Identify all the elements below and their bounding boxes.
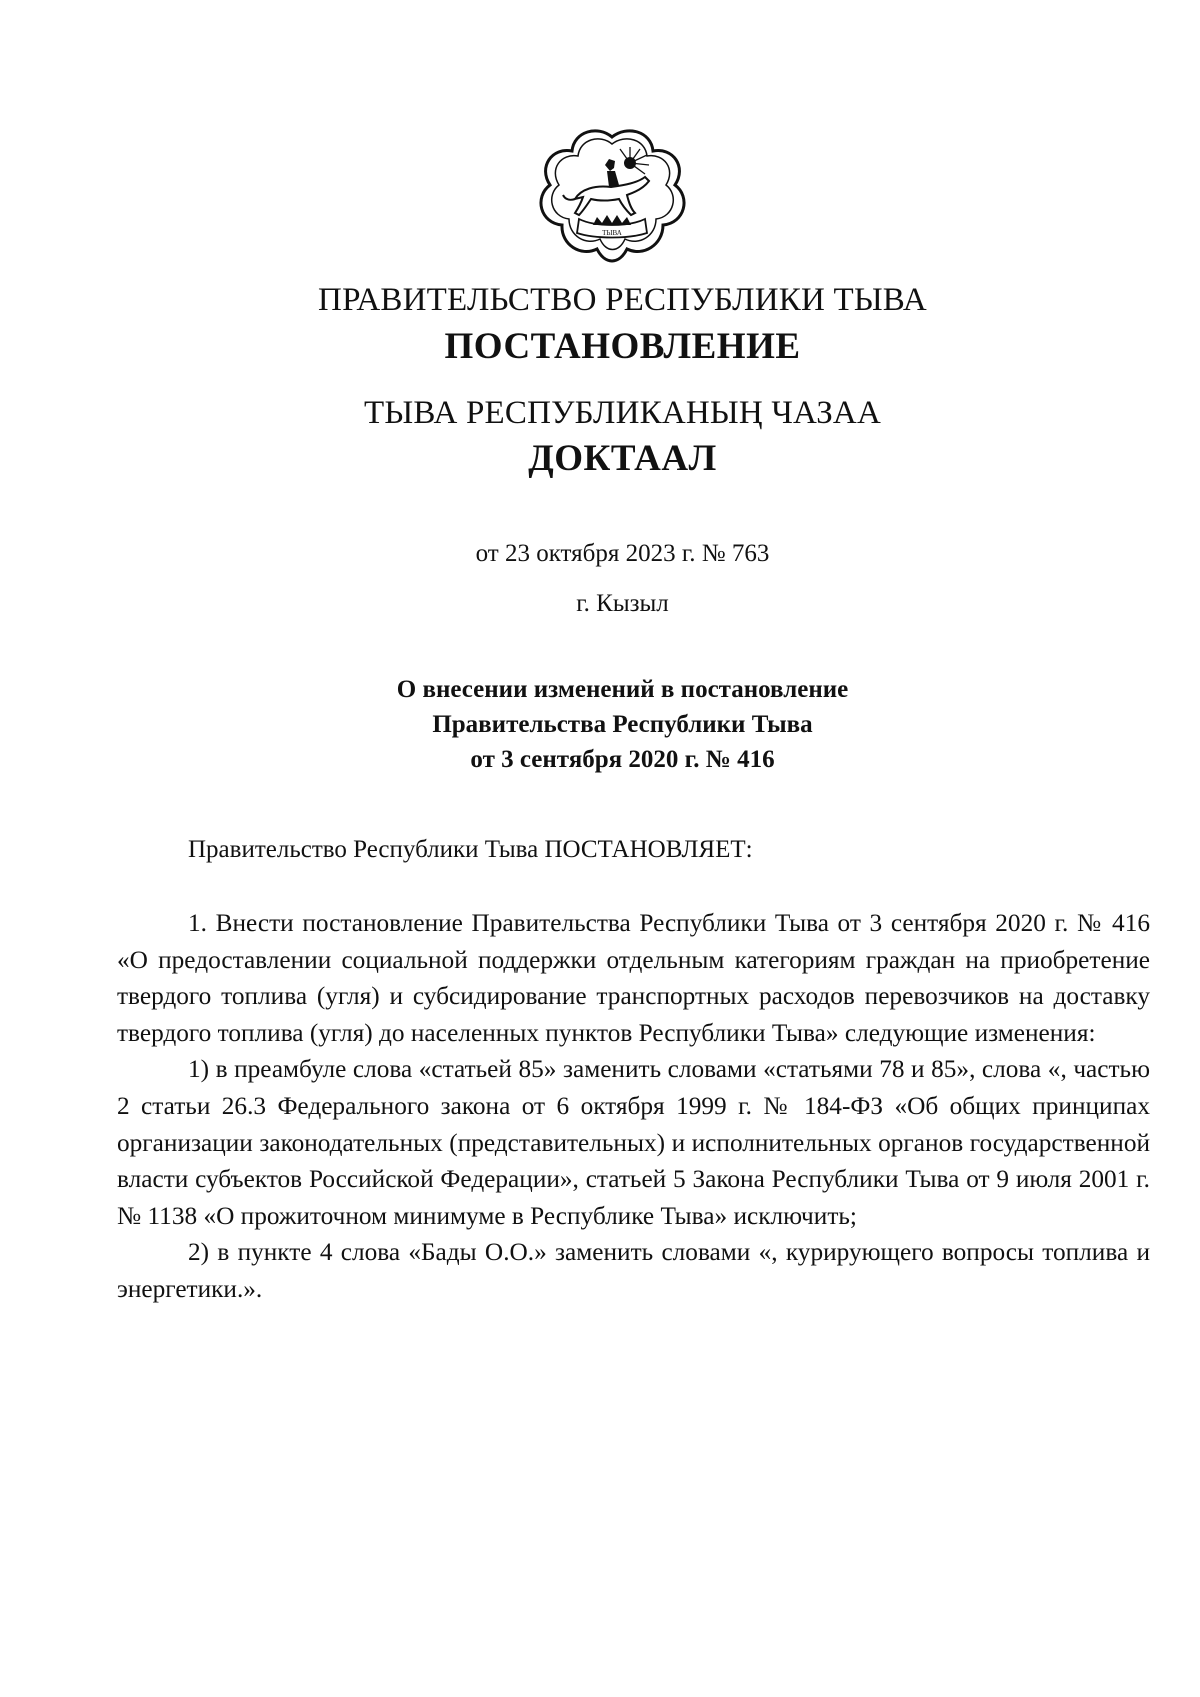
decree-title [0, 672, 1200, 777]
decree-title-line: О внесении изменений в постановление [396, 676, 849, 703]
decree-date-number: от 23 октября 2023 г. № 763 [475, 540, 770, 567]
decree-body [117, 905, 1150, 1308]
decree-preamble: Правительство Республики Тыва ПОСТАНОВЛЯЕТ: [188, 836, 753, 863]
coat-of-arms-emblem [535, 127, 690, 272]
government-name-ru: ПРАВИТЕЛЬСТВО РЕСПУБЛИКИ ТЫВА [318, 282, 927, 318]
government-name-tyv: ТЫВА РЕСПУБЛИКАНЫҢ ЧАЗАА [364, 395, 881, 431]
body-paragraph: 2) в пункте 4 слова «Бады О.О.» заменить словами «, курирующего вопросы топлива и энергетики.». [117, 1238, 1150, 1303]
decree-heading-ru: ПОСТАНОВЛЕНИЕ [444, 326, 801, 367]
body-paragraph: 1. Внести постановление Правительства Республики Тыва от 3 сентября 2020 г. № 416 «О предоставлении социальной поддержки отдельным категориям граждан на приобретение твердого топлива (угля) и субсидирование транспортных расходов перевозчиков на доставку твердого топлива (угля) до населенных пунктов Республики Тыва» следующие изменения: [117, 909, 1150, 1047]
tuva-coat-of-arms-icon [535, 127, 690, 272]
decree-title-line: от 3 сентября 2020 г. № 416 [470, 746, 775, 773]
body-paragraph: 1) в преамбуле слова «статьей 85» заменить словами «статьями 78 и 85», слова «, частью 2 статьи 26.3 Федерального закона от 6 октября 1999 г. № 184-ФЗ «Об общих принципах организации законодательных (представительных) и исполнительных органов государственной власти субъектов Российской Федерации», статьей 5 Закона Республики Тыва от 9 июля 2001 г. № 1138 «О прожиточном минимуме в Республике Тыва» исключить; [117, 1055, 1150, 1230]
decree-heading-tyv: ДОКТААЛ [528, 438, 717, 479]
decree-city: г. Кызыл [576, 590, 669, 617]
decree-title-line: Правительства Республики Тыва [432, 711, 813, 738]
emblem-ribbon-text: ТЫВА [602, 229, 622, 237]
